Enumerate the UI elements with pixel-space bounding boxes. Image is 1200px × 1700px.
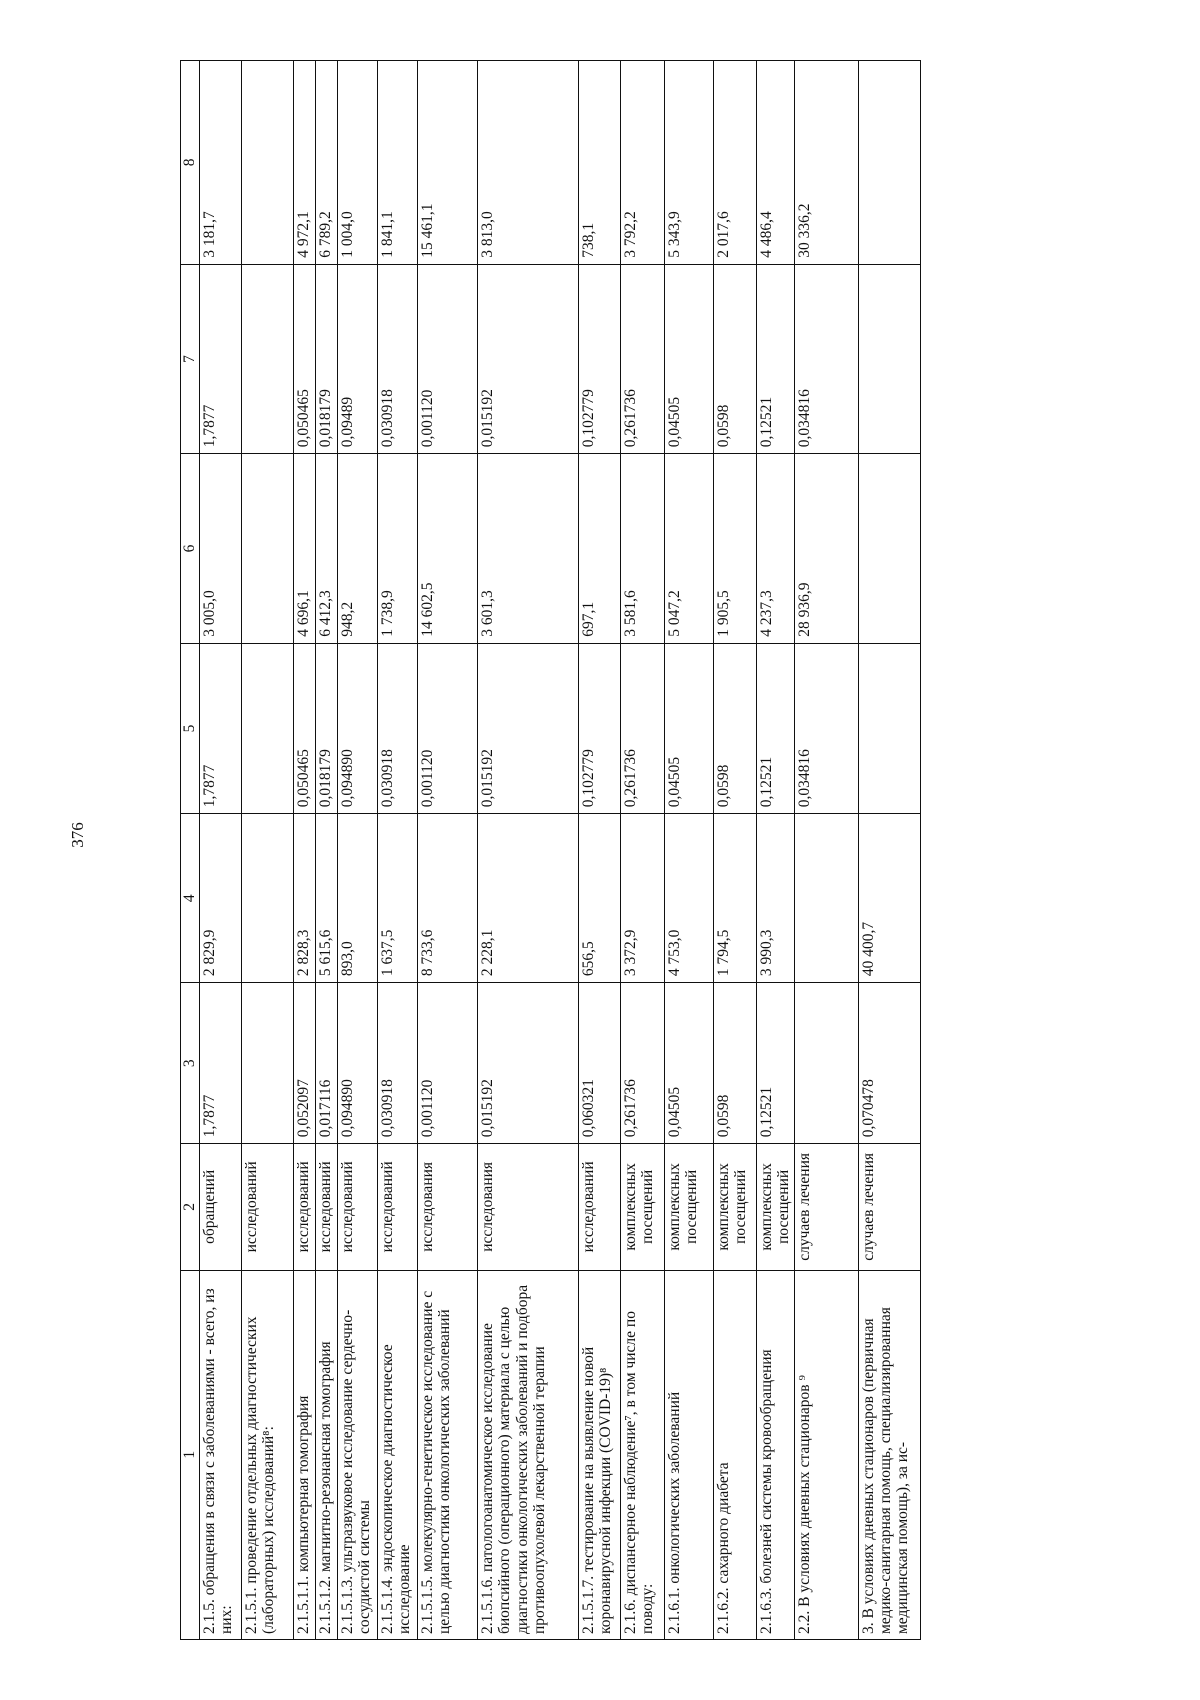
value-col6: 3 005,0 — [200, 454, 242, 643]
value-col8: 3 813,0 — [478, 61, 579, 265]
table-row — [665, 61, 714, 1640]
value-col5: 0,0598 — [714, 643, 757, 814]
row-unit: исследования — [418, 1144, 478, 1270]
value-col8: 1 841,1 — [378, 61, 418, 265]
value-col6: 6 412,3 — [316, 454, 338, 643]
table-row — [294, 61, 316, 1640]
value-col7: 0,050465 — [294, 264, 316, 453]
value-col3: 0,0598 — [714, 983, 757, 1144]
value-col4: 3 990,3 — [757, 814, 795, 983]
value-col4: 3 372,9 — [621, 814, 665, 983]
value-col3: 0,094890 — [338, 983, 378, 1144]
value-col3: 0,030918 — [378, 983, 418, 1144]
value-col7: 0,034816 — [794, 264, 858, 453]
value-col6: 14 602,5 — [418, 454, 478, 643]
value-col8: 6 789,2 — [316, 61, 338, 265]
value-col6 — [242, 454, 294, 643]
table-row — [714, 61, 757, 1640]
value-col5 — [242, 643, 294, 814]
value-col6: 4 237,3 — [757, 454, 795, 643]
value-col6: 3 601,3 — [478, 454, 579, 643]
value-col4: 2 228,1 — [478, 814, 579, 983]
row-label: 2.1.5.1.2. магнитно-резонансная томография — [316, 1270, 338, 1639]
row-unit: исследований — [294, 1144, 316, 1270]
table-row — [579, 61, 621, 1640]
value-col8: 738,1 — [579, 61, 621, 265]
value-col8: 3 181,7 — [200, 61, 242, 265]
row-unit: исследования — [478, 1144, 579, 1270]
value-col6 — [858, 454, 920, 643]
table-row — [794, 61, 858, 1640]
value-col7: 0,04505 — [665, 264, 714, 453]
table-row — [757, 61, 795, 1640]
value-col3: 0,12521 — [757, 983, 795, 1144]
value-col8: 2 017,6 — [714, 61, 757, 265]
value-col5: 0,034816 — [794, 643, 858, 814]
row-label: 2.1.5.1. проведение отдельных диагностических (лабораторных) исследований⁸: — [242, 1270, 294, 1639]
column-header: 6 — [181, 454, 200, 643]
value-col3 — [794, 983, 858, 1144]
value-col5: 0,102779 — [579, 643, 621, 814]
value-col6: 948,2 — [338, 454, 378, 643]
column-header: 3 — [181, 983, 200, 1144]
table-row — [200, 61, 242, 1640]
header-row — [181, 61, 200, 1640]
value-col4 — [242, 814, 294, 983]
value-col3: 0,261736 — [621, 983, 665, 1144]
value-col7 — [242, 264, 294, 453]
value-col3 — [242, 983, 294, 1144]
row-label: 2.1.5. обращения в связи с заболеваниями - всего, из них: — [200, 1270, 242, 1639]
row-label: 2.1.6.2. сахарного диабета — [714, 1270, 757, 1639]
column-header: 1 — [181, 1270, 200, 1639]
value-col4: 1 637,5 — [378, 814, 418, 983]
row-unit: комплексных посещений — [621, 1144, 665, 1270]
value-col4: 2 828,3 — [294, 814, 316, 983]
table-row — [316, 61, 338, 1640]
value-col6: 5 047,2 — [665, 454, 714, 643]
row-label: 2.1.5.1.3. ультразвуковое исследование сердечно-сосудистой системы — [338, 1270, 378, 1639]
data-table — [180, 60, 921, 1640]
row-unit: комплексных посещений — [665, 1144, 714, 1270]
row-unit: случаев лечения — [858, 1144, 920, 1270]
value-col6: 1 905,5 — [714, 454, 757, 643]
value-col7: 0,015192 — [478, 264, 579, 453]
value-col3: 0,015192 — [478, 983, 579, 1144]
value-col5: 0,261736 — [621, 643, 665, 814]
column-header: 5 — [181, 643, 200, 814]
row-unit: исследований — [378, 1144, 418, 1270]
value-col5: 0,12521 — [757, 643, 795, 814]
value-col8: 4 486,4 — [757, 61, 795, 265]
value-col8 — [858, 61, 920, 265]
row-unit: исследований — [579, 1144, 621, 1270]
value-col7: 1,7877 — [200, 264, 242, 453]
table-row — [242, 61, 294, 1640]
column-header: 4 — [181, 814, 200, 983]
table-body — [200, 61, 921, 1640]
value-col3: 0,060321 — [579, 983, 621, 1144]
value-col6: 3 581,6 — [621, 454, 665, 643]
value-col4 — [794, 814, 858, 983]
value-col5: 1,7877 — [200, 643, 242, 814]
value-col5: 0,015192 — [478, 643, 579, 814]
table-row — [858, 61, 920, 1640]
value-col5 — [858, 643, 920, 814]
table-row — [418, 61, 478, 1640]
table-row — [378, 61, 418, 1640]
value-col3: 1,7877 — [200, 983, 242, 1144]
value-col5: 0,030918 — [378, 643, 418, 814]
row-label: 2.1.6.1. онкологических заболеваний — [665, 1270, 714, 1639]
column-header: 8 — [181, 61, 200, 265]
page-number: 376 — [68, 822, 87, 848]
value-col8: 5 343,9 — [665, 61, 714, 265]
value-col5: 0,094890 — [338, 643, 378, 814]
value-col4: 656,5 — [579, 814, 621, 983]
row-unit: комплексных посещений — [757, 1144, 795, 1270]
value-col7 — [858, 264, 920, 453]
row-unit: случаев лечения — [794, 1144, 858, 1270]
row-unit: исследований — [338, 1144, 378, 1270]
value-col6: 4 696,1 — [294, 454, 316, 643]
value-col7: 0,12521 — [757, 264, 795, 453]
value-col3: 0,052097 — [294, 983, 316, 1144]
value-col4: 893,0 — [338, 814, 378, 983]
value-col3: 0,070478 — [858, 983, 920, 1144]
value-col8: 30 336,2 — [794, 61, 858, 265]
row-label: 2.1.5.1.5. молекулярно-генетическое исследование с целью диагностики онкологических заболеваний — [418, 1270, 478, 1639]
column-header: 7 — [181, 264, 200, 453]
value-col6: 697,1 — [579, 454, 621, 643]
row-label: 2.1.5.1.7. тестирование на выявление новой коронавирусной инфекции (COVID-19)⁸ — [579, 1270, 621, 1639]
value-col3: 0,001120 — [418, 983, 478, 1144]
row-label: 3. В условиях дневных стационаров (первичная медико-санитарная помощь, специализированная медицинская помощь), за ис- — [858, 1270, 920, 1639]
table-row — [338, 61, 378, 1640]
value-col7: 0,261736 — [621, 264, 665, 453]
value-col5: 0,050465 — [294, 643, 316, 814]
value-col7: 0,030918 — [378, 264, 418, 453]
value-col3: 0,04505 — [665, 983, 714, 1144]
value-col8: 4 972,1 — [294, 61, 316, 265]
row-unit: исследований — [242, 1144, 294, 1270]
value-col5: 0,001120 — [418, 643, 478, 814]
row-label: 2.1.5.1.4. эндоскопическое диагностическое исследование — [378, 1270, 418, 1639]
value-col7: 0,018179 — [316, 264, 338, 453]
value-col4: 40 400,7 — [858, 814, 920, 983]
rotated-table-wrapper — [180, 60, 921, 1640]
value-col3: 0,017116 — [316, 983, 338, 1144]
table-row — [621, 61, 665, 1640]
value-col5: 0,018179 — [316, 643, 338, 814]
table-row — [478, 61, 579, 1640]
value-col7: 0,102779 — [579, 264, 621, 453]
value-col8 — [242, 61, 294, 265]
column-header: 2 — [181, 1144, 200, 1270]
value-col8: 1 004,0 — [338, 61, 378, 265]
value-col5: 0,04505 — [665, 643, 714, 814]
value-col4: 1 794,5 — [714, 814, 757, 983]
value-col7: 0,0598 — [714, 264, 757, 453]
row-label: 2.1.6. диспансерное наблюдение⁷, в том числе по поводу: — [621, 1270, 665, 1639]
row-unit: комплексных посещений — [714, 1144, 757, 1270]
row-label: 2.2. В условиях дневных стационаров ⁹ — [794, 1270, 858, 1639]
value-col6: 1 738,9 — [378, 454, 418, 643]
row-label: 2.1.5.1.6. патологоанатомическое исследование биопсийного (операционного) материала с целью диагностики онкологических заболеваний и подбора противоопухолевой лекарственной терапии — [478, 1270, 579, 1639]
row-label: 2.1.6.3. болезней системы кровообращения — [757, 1270, 795, 1639]
value-col4: 2 829,9 — [200, 814, 242, 983]
value-col8: 15 461,1 — [418, 61, 478, 265]
value-col7: 0,001120 — [418, 264, 478, 453]
value-col6: 28 936,9 — [794, 454, 858, 643]
row-unit: обращений — [200, 1144, 242, 1270]
row-label: 2.1.5.1.1. компьютерная томография — [294, 1270, 316, 1639]
value-col4: 5 615,6 — [316, 814, 338, 983]
value-col4: 8 733,6 — [418, 814, 478, 983]
value-col7: 0,09489 — [338, 264, 378, 453]
value-col8: 3 792,2 — [621, 61, 665, 265]
row-unit: исследований — [316, 1144, 338, 1270]
value-col4: 4 753,0 — [665, 814, 714, 983]
